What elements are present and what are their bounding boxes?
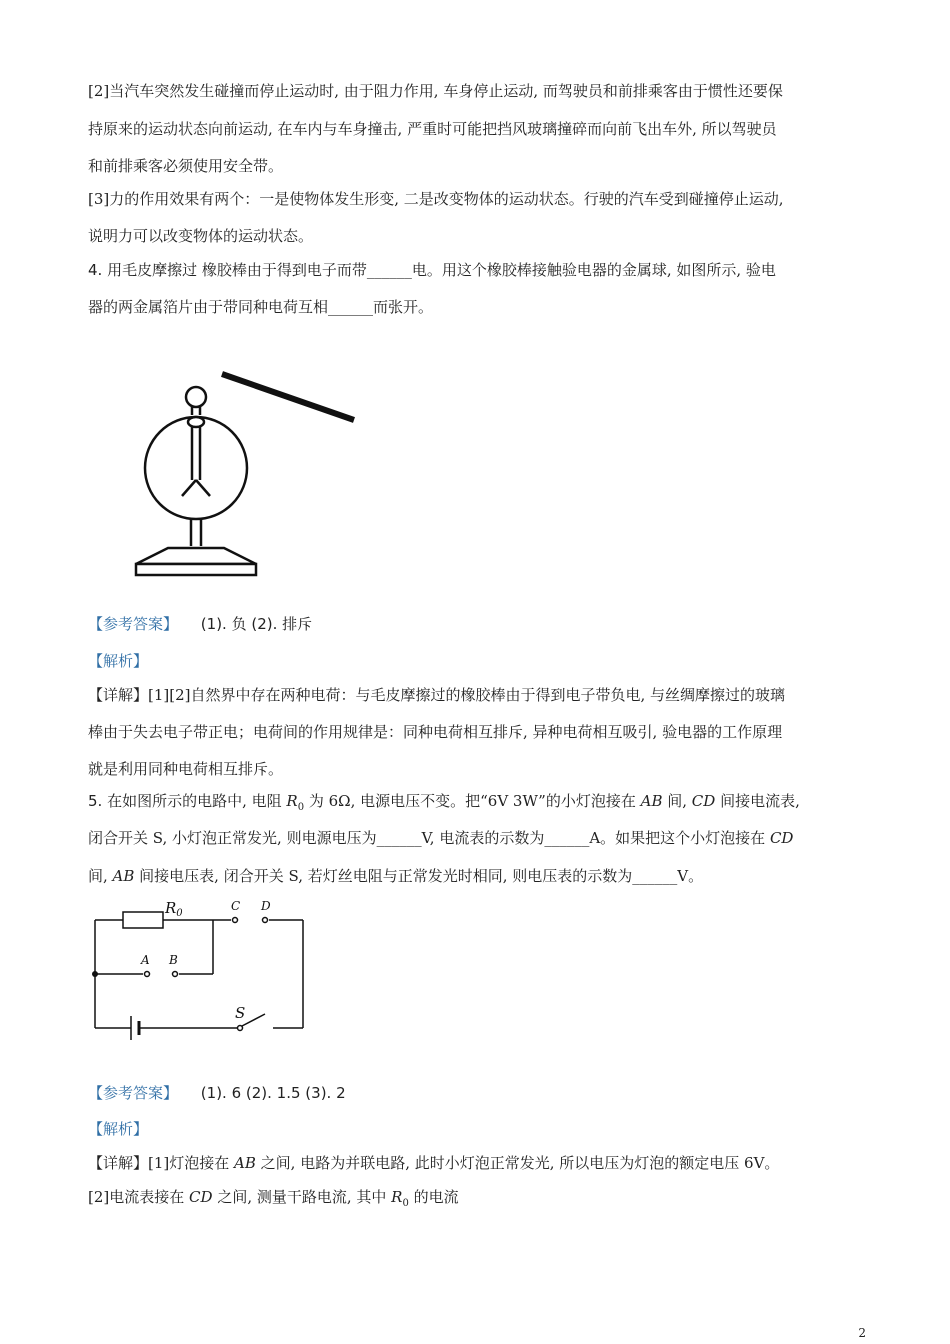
- q5-d1-b: 之间, 电路为并联电路, 此时小灯泡正常发光, 所以电压为灯泡的额定电压 6V。: [255, 1154, 780, 1172]
- question-4-number: 4.: [88, 261, 103, 279]
- q5-ab: AB: [640, 792, 663, 810]
- question-4-detail-line-1: [88, 684, 785, 705]
- insulator: [188, 417, 204, 427]
- q5-d2-r: R: [391, 1188, 403, 1206]
- circuit-diagram: [85, 895, 315, 1050]
- question-5-detail-line-1: [88, 1152, 779, 1173]
- question-4-answer: [88, 613, 312, 634]
- q5-d2-c: 的电流: [408, 1188, 459, 1206]
- metal-ball: [186, 387, 206, 407]
- q5-d2-cd: CD: [189, 1188, 213, 1206]
- question-4-analysis-tag: 【解析】: [88, 652, 149, 670]
- q5-d1-a: [1]灯泡接在: [148, 1154, 235, 1172]
- label-b: B: [169, 953, 178, 967]
- q5-line3-a: 间,: [88, 867, 113, 885]
- label-d: D: [261, 899, 271, 913]
- question-4-detail-line-3: 就是利用同种电荷相互排斥。: [88, 760, 284, 778]
- q5-d2-a: [2]电流表接在: [88, 1188, 190, 1206]
- answer-tag: 【参考答案】: [88, 615, 179, 633]
- q5-cd: CD: [691, 792, 716, 810]
- resistor-r0: [123, 912, 163, 928]
- electroscope-drawing: [136, 374, 354, 575]
- label-a: A: [141, 953, 150, 967]
- label-r0-sub: 0: [176, 908, 183, 919]
- q5-line2-cd: CD: [769, 829, 794, 847]
- q5-line2-text: 闭合开关 S, 小灯泡正常发光, 则电源电压为______V, 电流表的示数为______A。如果把这个小灯泡接在: [88, 829, 770, 847]
- q5-text-a: 在如图所示的电路中, 电阻: [102, 792, 287, 810]
- q5-text-b: 为 6Ω, 电源电压不变。把“6V 3W”的小灯泡接在: [304, 792, 641, 810]
- question-5-line-2: [88, 827, 793, 848]
- q5-r: R: [286, 792, 298, 810]
- question-4-detail-line-2: 棒由于失去电子带正电；电荷间的作用规律是：同种电荷相互排斥, 异种电荷相互吸引, 验电器的工作原理: [88, 723, 783, 741]
- terminal-b: [173, 972, 178, 977]
- detail-text-1: [1][2]自然界中存在两种电荷：与毛皮摩擦过的橡胶棒由于得到电子带负电, 与丝绸摩擦过的玻璃: [148, 686, 786, 704]
- base-top: [136, 548, 256, 564]
- question-5-detail-line-2: [88, 1186, 459, 1209]
- q5-d1-ab: AB: [234, 1154, 256, 1172]
- question-5-analysis-tag: 【解析】: [88, 1120, 149, 1138]
- para-1-line-5: 说明力可以改变物体的运动状态。: [88, 227, 314, 245]
- page-number: 2: [858, 1326, 866, 1340]
- para-1-line-2: 持原来的运动状态向前运动, 在车内与车身撞击, 严重时可能把挡风玻璃撞碎而向前飞出车外, 所以驾驶员: [88, 120, 777, 138]
- electroscope-figure: [130, 360, 370, 582]
- question-5-line-1: [88, 790, 800, 813]
- switch-lever: [242, 1014, 265, 1026]
- q5-d2-b: 之间, 测量干路电流, 其中: [212, 1188, 392, 1206]
- q5-text-c: 间,: [662, 792, 692, 810]
- q5-d2-r-sub: 0: [402, 1198, 409, 1209]
- junction-dot: [92, 971, 98, 977]
- question-4-text-1: 用毛皮摩擦过 橡胶棒由于得到电子而带______电。用这个橡胶棒接触验电器的金属球, 如图所示, 验电: [102, 261, 776, 279]
- question-5-answer: [88, 1082, 346, 1103]
- para-1-line-4: [3]力的作用效果有两个：一是使物体发生形变, 二是改变物体的运动状态。行驶的汽车受到碰撞停止运动,: [88, 190, 784, 208]
- label-s: S: [235, 1004, 246, 1022]
- q5-line3-ab: AB: [112, 867, 135, 885]
- para-1-line-3: 和前排乘客必须使用安全带。: [88, 157, 284, 175]
- q5-r-sub: 0: [297, 802, 305, 813]
- question-5-line-3: [88, 865, 703, 886]
- terminal-a: [145, 972, 150, 977]
- label-c: C: [231, 899, 241, 913]
- label-r0: $R_0$: [165, 899, 183, 919]
- terminal-d: [263, 918, 268, 923]
- question-4-line-1: [88, 259, 776, 280]
- para-1-line-1: [2]当汽车突然发生碰撞而停止运动时, 由于阻力作用, 车身停止运动, 而驾驶员和前排乘客由于惯性还要保: [88, 82, 783, 100]
- detail-tag: 【详解】: [88, 1154, 149, 1172]
- base-bottom: [136, 564, 256, 575]
- glass-case: [145, 417, 247, 519]
- answer-values: (1). 负 (2). 排斥: [200, 615, 313, 633]
- answer-values: (1). 6 (2). 1.5 (3). 2: [200, 1084, 346, 1102]
- question-5-number: 5.: [88, 792, 103, 810]
- rubber-rod: [222, 374, 354, 420]
- question-4-line-2: 器的两金属箔片由于带同种电荷互相______而张开。: [88, 298, 434, 316]
- switch-pivot: [238, 1026, 243, 1031]
- q5-line3-b: 间接电压表, 闭合开关 S, 若灯丝电阻与正常发光时相同, 则电压表的示数为______V。: [134, 867, 704, 885]
- terminal-c: [233, 918, 238, 923]
- detail-tag: 【详解】: [88, 686, 149, 704]
- answer-tag: 【参考答案】: [88, 1084, 179, 1102]
- q5-text-d: 间接电流表,: [715, 792, 800, 810]
